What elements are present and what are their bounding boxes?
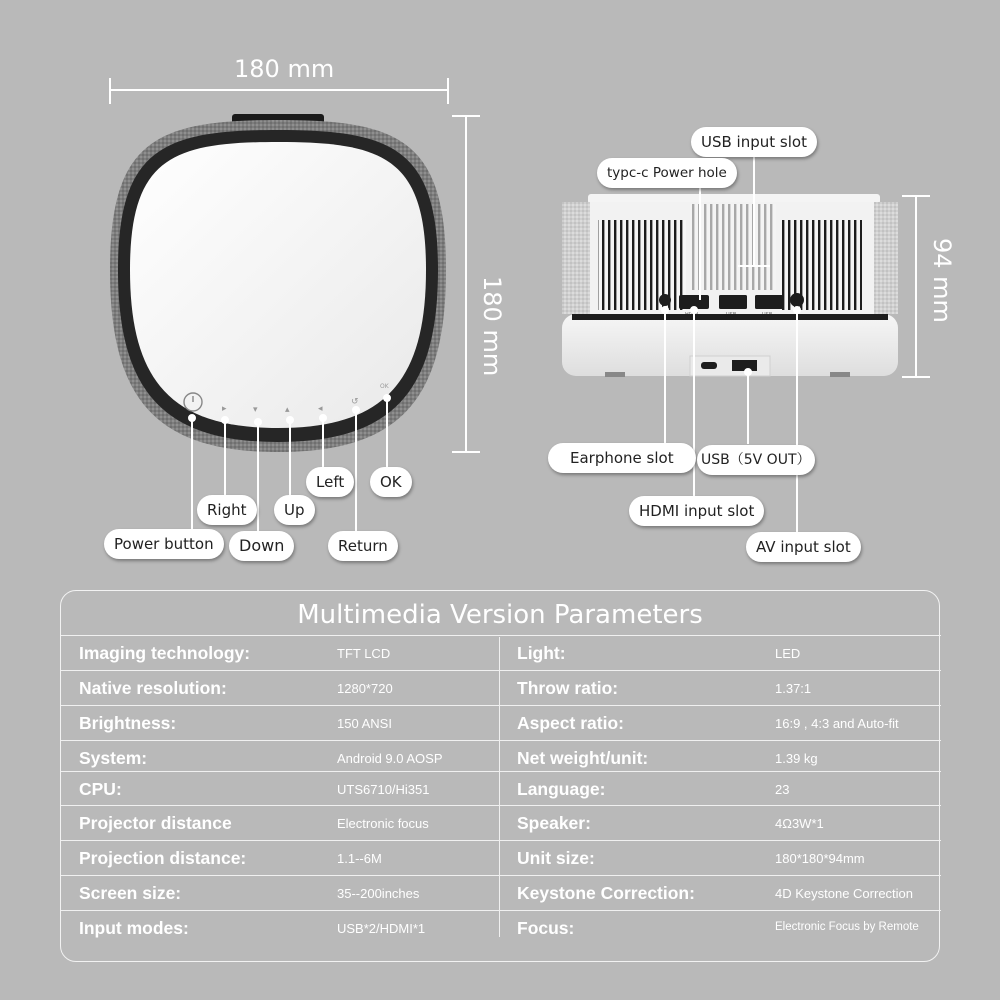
param-value: Android 9.0 AOSP [337,751,443,766]
param-row [61,910,941,938]
callout-power-button: Power button [104,529,224,559]
width-dimension-label: 180 mm [234,55,335,83]
return-icon: ↺ [351,397,359,407]
height-dimension-label: 180 mm [478,276,506,377]
param-value: LED [775,646,801,661]
param-label: Light: [517,643,566,663]
down-arrow-icon: ▾ [253,405,258,415]
ok-icon-text: OK [380,383,389,390]
projector-rear-view [562,194,898,377]
param-value: TFT LCD [337,646,391,661]
callout-av-input: AV input slot [746,532,861,562]
param-row [61,771,941,806]
param-value: Electronic Focus by Remote [775,921,919,933]
param-label: Keystone Correction: [517,883,695,903]
param-row [61,670,941,705]
param-label: Brightness: [79,713,177,733]
height-dimension-line [452,116,480,452]
callout-right: Right [197,495,257,525]
param-row [61,705,941,740]
depth-dimension-line [902,196,930,377]
param-label: Language: [517,779,606,799]
parameters-title: Multimedia Version Parameters [297,600,703,630]
param-label: CPU: [79,779,122,799]
param-value: 180*180*94mm [775,851,865,866]
param-value: 1280*720 [337,681,393,696]
parameters-table [60,590,940,962]
callout-up: Up [274,495,315,525]
param-row [61,805,941,840]
callout-usb-input: USB input slot [691,127,817,157]
depth-dimension-label: 94 mm [928,238,956,323]
param-label: Aspect ratio: [517,713,624,733]
param-label: System: [79,748,148,768]
param-label: Throw ratio: [517,678,619,698]
callout-typec-power: typc-c Power hole [597,158,737,188]
param-value: USB*2/HDMI*1 [337,921,426,936]
param-label: Input modes: [79,918,189,938]
param-row [61,635,941,670]
param-value: 16:9 , 4:3 and Auto-fit [775,716,899,731]
param-row [61,740,941,775]
param-value: 4Ω3W*1 [775,816,824,831]
param-label: Screen size: [79,883,182,903]
param-row [61,875,941,910]
param-value: 4D Keystone Correction [775,886,914,901]
callout-down: Down [229,531,294,561]
param-label: Projection distance: [79,848,247,868]
param-value: UTS6710/Hi351 [337,782,430,797]
up-arrow-icon: ▴ [285,405,290,415]
projector-top-view [110,114,446,452]
param-label: Speaker: [517,813,591,833]
callout-left: Left [306,467,354,497]
param-label: Native resolution: [79,678,227,698]
callout-earphone: Earphone slot [548,443,696,473]
left-arrow-icon: ◂ [318,404,323,414]
param-row [61,840,941,875]
callout-hdmi-input: HDMI input slot [629,496,764,526]
param-value: 150 ANSI [337,716,392,731]
callout-ok: OK [370,467,412,497]
param-value: 23 [775,782,790,797]
right-arrow-icon: ▸ [222,404,227,414]
param-label: Imaging technology: [79,643,251,663]
param-value: 1.39 kg [775,751,818,766]
param-label: Unit size: [517,848,595,868]
param-value: 1.37:1 [775,681,812,696]
callout-return: Return [328,531,398,561]
callout-usb-out: USB（5V OUT） [697,445,815,475]
param-label: Projector distance [79,813,232,833]
param-label: Net weight/unit: [517,748,649,768]
param-label: Focus: [517,918,575,938]
param-value: 35--200inches [337,886,420,901]
param-value: Electronic focus [337,816,429,831]
param-value: 1.1--6M [337,851,382,866]
